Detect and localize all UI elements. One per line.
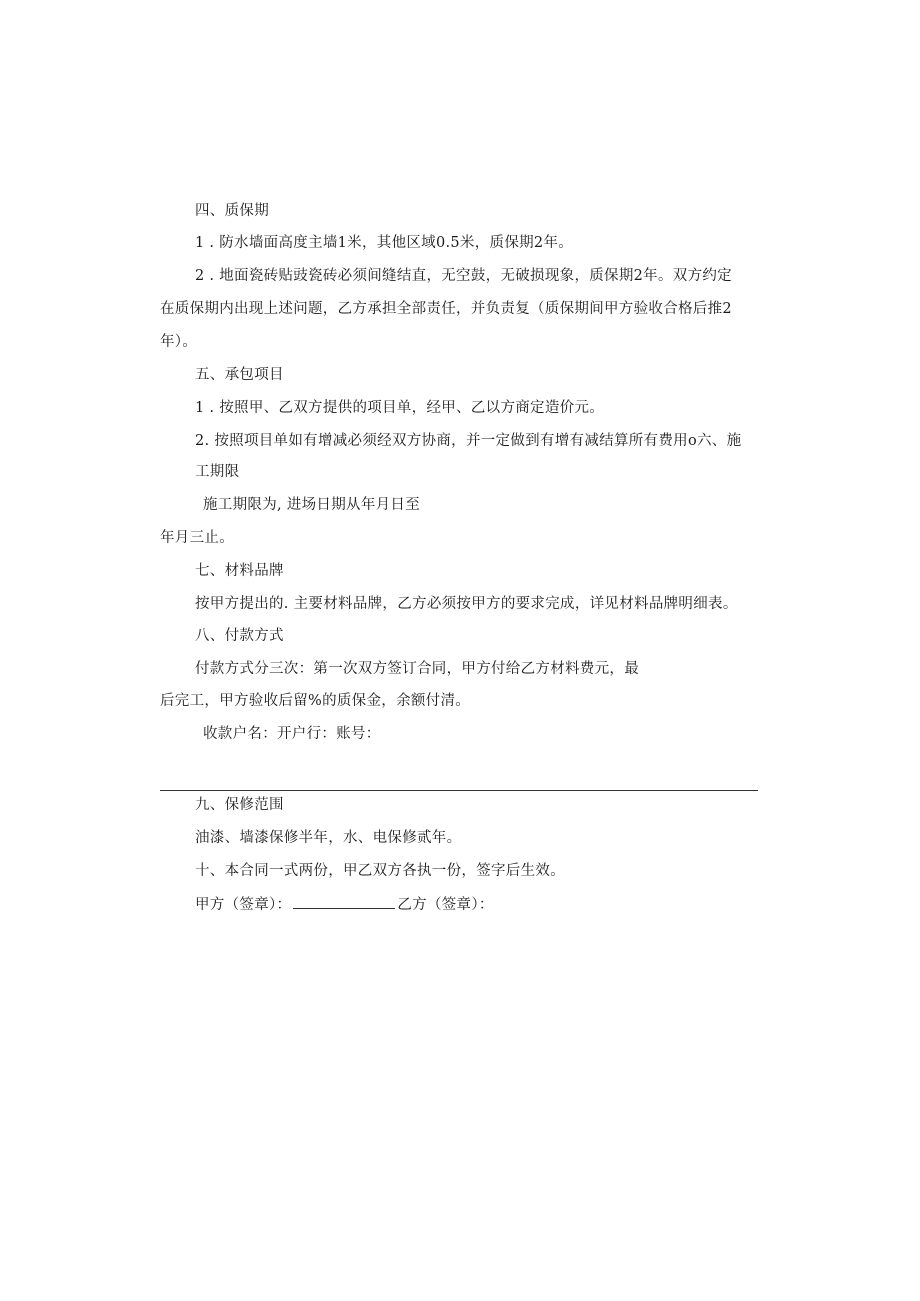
section-8-heading: 八、付款方式	[195, 628, 284, 644]
divider-line	[160, 790, 758, 791]
section-8-line-1: 付款方式分三次：第一次双方签订合同，甲方付给乙方材料费元，最	[195, 661, 639, 677]
section-7-heading: 七、材料品牌	[195, 563, 284, 579]
section-10-body: 十、本合同一式两份，甲乙双方各执一份，签字后生效。	[195, 863, 565, 879]
section-5-item-1: 1 . 按照甲、乙双方提供的项目单，经甲、乙以方商定造价元。	[195, 400, 605, 416]
party-b-signature-label: 乙方（签章）：	[397, 897, 494, 913]
section-5-item-2-line-1: 2. 按照项目单如有增减必须经双方协商，并一定做到有增有减结算所有费用o六、施	[195, 433, 742, 449]
section-6-line-2: 年月三止。	[160, 530, 234, 546]
section-8-line-2: 后完工，甲方验收后留%的质保金，余额付清。	[160, 693, 471, 709]
section-7-body: 按甲方提出的. 主要材料品牌，乙方必须按甲方的要求完成，详见材料品牌明细表。	[195, 596, 738, 612]
section-4-item-1: 1 . 防水墙面高度主墙1米，其他区域0.5米，质保期2年。	[195, 235, 574, 251]
party-a-signature-label: 甲方（签章）：	[195, 897, 292, 913]
section-6-line-1: 施工期限为, 进场日期从年月日至	[203, 497, 421, 513]
section-5-heading: 五、承包项目	[195, 367, 284, 383]
party-a-signature-blank	[293, 894, 395, 909]
section-4-item-2-line-1: 2 . 地面瓷砖贴豉瓷砖必须间缝结直，无空鼓，无破损现象，质保期2年。双方约定	[195, 268, 732, 284]
section-9-heading: 九、保修范围	[195, 797, 284, 813]
section-9-body: 油漆、墙漆保修半年，水、电保修贰年。	[195, 830, 462, 846]
section-4-item-2-line-2: 在质保期内出现上述问题，乙方承担全部责任，并负责复（质保期间甲方验收合格后推2	[160, 301, 732, 317]
section-4-item-2-line-3: 年）。	[160, 334, 198, 350]
section-6-heading: 工期限	[195, 464, 240, 480]
section-8-account: 收款户名：开户行：账号：	[203, 726, 381, 742]
signature-line	[195, 894, 494, 915]
section-4-heading: 四、质保期	[195, 203, 269, 219]
